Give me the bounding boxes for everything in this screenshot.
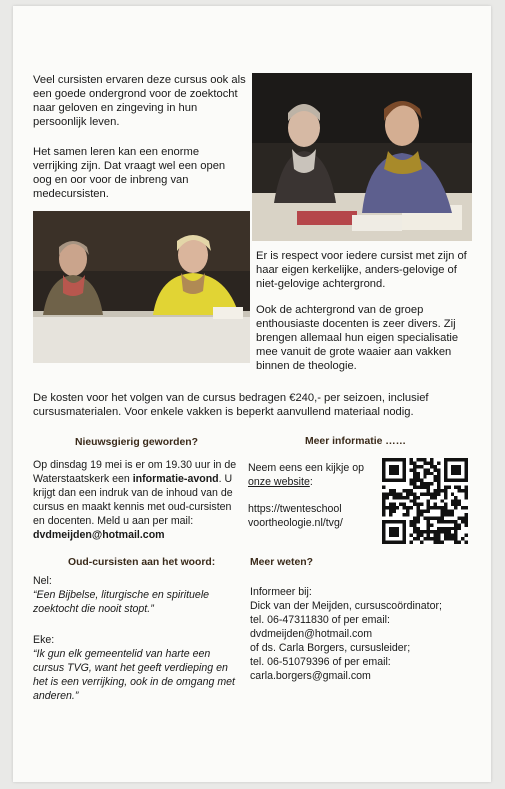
meer-informatie-heading: Meer informatie …… — [305, 436, 407, 447]
testimonial-quote-eke: “Ik gun elk gemeentelid van harte een cursus TVG, want het geeft verdieping en het is een verrijking, ook in de omgang met anderen.” — [33, 648, 235, 702]
testimonial-quote-nel: “Een Bijbelse, liturgische en spirituele zoektocht die nooit stopt.” — [33, 589, 210, 615]
contact-line-phone-2: tel. 06-51079396 of per email: — [250, 656, 391, 668]
contact-email-1[interactable]: dvdmeijden@hotmail.com — [250, 628, 373, 640]
website-link[interactable]: onze website — [248, 476, 310, 488]
contact-line-intro: Informeer bij: — [250, 586, 312, 598]
contact-email-2[interactable]: carla.borgers@gmail.com — [250, 670, 371, 682]
intro-paragraph-1: Veel cursisten ervaren deze cursus ook als een goede ondergrond voor de zoektocht naar geloven en zingeving in hun persoonlijk leven. — [33, 74, 246, 128]
photo-two-women-laughing — [33, 211, 250, 363]
informatieavond-paragraph — [33, 458, 243, 543]
contact-line-phone-1: tel. 06-47311830 of per email: — [250, 614, 390, 626]
informatieavond-bold: informatie-avond — [132, 473, 219, 486]
website-url[interactable]: https://twenteschool voortheologie.nl/tvg/ — [248, 503, 343, 529]
nieuwsgierig-heading: Nieuwsgierig geworden? — [75, 437, 198, 448]
website-text-2: : — [309, 476, 313, 488]
meer-weten-heading: Meer weten? — [250, 557, 313, 568]
contact-line-cursusleider: of ds. Carla Borgers, cursusleider; — [250, 642, 411, 654]
informatieavond-text-1: Op dinsdag 19 mei is er om 19.30 uur in de Waterstaatskerk een — [33, 459, 237, 486]
testimonial-name-nel: Nel: — [33, 575, 52, 587]
website-paragraph — [248, 461, 378, 489]
contact-line-coordinator: Dick van der Meijden, cursuscoördinator; — [250, 600, 442, 612]
website-text-1: Neem eens een kijkje op — [248, 462, 365, 474]
oud-cursisten-heading: Oud-cursisten aan het woord: — [68, 557, 216, 568]
intro-paragraph-2: Het samen leren kan een enorme verrijking zijn. Dat vraagt wel een open oog en oor voor de inbreng van medecursisten. — [33, 146, 226, 200]
informatieavond-text-2: . U krijgt dan een indruk van de inhoud van de cursus en maakt kennis met oud-cursisten en docenten. Meld u aan per mail: — [33, 473, 233, 528]
signup-email-link[interactable]: dvdmeijden@hotmail.com — [33, 529, 165, 542]
respect-paragraph: Er is respect voor iedere cursist met zijn of haar eigen kerkelijke, anders-gelovige of niet-gelovige achtergrond. — [256, 250, 467, 290]
testimonial-name-eke: Eke: — [33, 634, 55, 646]
docenten-paragraph: Ook de achtergrond van de groep enthousiaste docenten is zeer divers. Zij brengen allemaal hun eigen specialisatie mee vanuit de grote waaier aan vakken binnen de theologie. — [256, 304, 459, 372]
photo-two-participants-table — [252, 73, 472, 241]
contact-block — [250, 585, 480, 683]
costs-paragraph: De kosten voor het volgen van de cursus bedragen €240,- per seizoen, inclusief cursusmaterialen. Voor enkele vakken is beperkt aanvullend materiaal nodig. — [33, 392, 429, 418]
qr-code[interactable] — [382, 458, 468, 549]
